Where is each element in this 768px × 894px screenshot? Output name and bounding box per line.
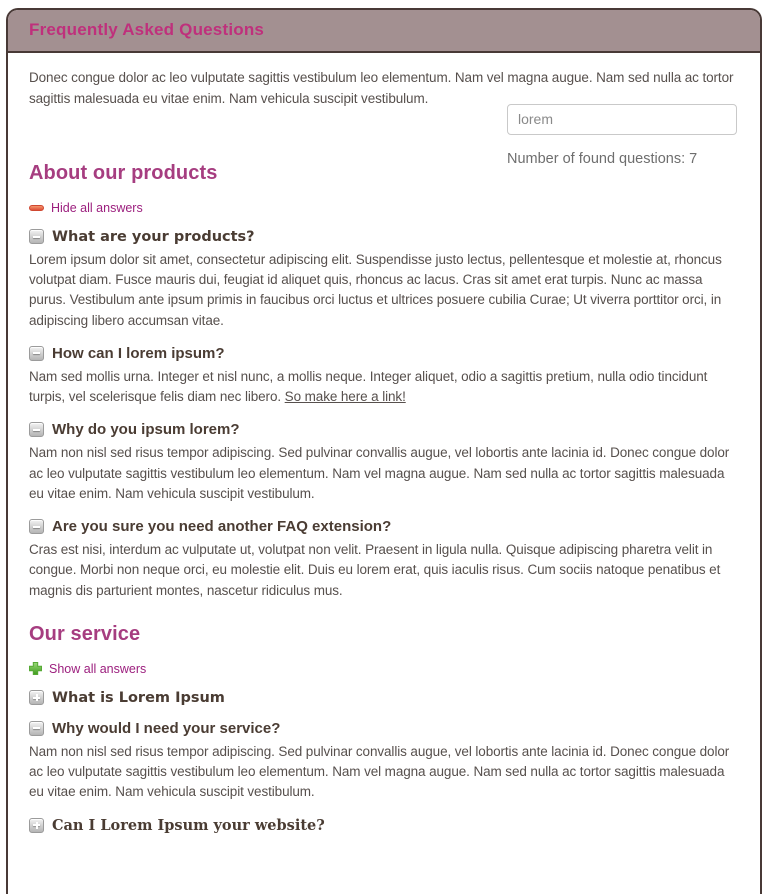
- faq-question-title[interactable]: How can I lorem ipsum?: [52, 344, 225, 362]
- faq-question-row[interactable]: [29, 720, 280, 737]
- faq-item: [29, 345, 739, 408]
- minus-glyph: [33, 236, 40, 238]
- faq-content: [8, 53, 760, 894]
- faq-answer-text: Nam sed mollis urna. Integer et nisl nunc, a mollis neque. Integer aliquet, odio a sagittis pretium, nulla odio tincidunt turpis, vel scelerisque felis diam nec libero.: [29, 368, 708, 405]
- hide-all-dash-icon[interactable]: [29, 205, 44, 211]
- minus-glyph: [33, 429, 40, 431]
- faq-search-input[interactable]: [507, 104, 737, 135]
- collapse-icon[interactable]: [29, 721, 44, 736]
- faq-answer: Nam non nisl sed risus tempor adipiscing. Sed pulvinar convallis augue, vel lobortis ante lacinia id. Donec congue dolor ac leo vulputate sagittis vestibulum leo elementum. Nam vel magna augue. Nam sed nulla ac tortor sagittis malesuada eu vitae enim. Nam vehicula suscipit vestibulum.: [29, 445, 730, 501]
- section-heading-service: Our service: [29, 622, 141, 645]
- found-questions-count: Number of found questions: 7: [507, 150, 698, 167]
- collapse-icon[interactable]: [29, 422, 44, 437]
- show-all-answers-link[interactable]: [29, 662, 146, 676]
- section-heading-products: About our products: [29, 161, 218, 184]
- faq-answer: Lorem ipsum dolor sit amet, consectetur adipiscing elit. Suspendisse justo lectus, pellentesque et molestie at, rhoncus volutpat diam. Fusce mauris dui, feugiat id aliquet quis, rhoncus ac lacus. Cras sit amet erat turpis. Nunc ac massa purus. Vestibulum ante ipsum primis in faucibus orci luctus et ultrices posuere cubilia Curae; Ut viverra porttitor orci, in adipiscing libero accumsan vitae.: [29, 251, 722, 328]
- faq-answer: Cras est nisi, interdum ac vulputate ut, volutpat non velit. Praesent in ligula nulla. Quisque adipiscing pharetra velit in congue. Morbi non neque orci, eu molestie elit. Duis eu lorem erat, quis iaculis risus. Cum sociis natoque penatibus et magnis dis parturient montes, nascetur ridiculus mus.: [29, 542, 721, 598]
- faq-question-row[interactable]: [29, 690, 225, 706]
- faq-question-title[interactable]: Why would I need your service?: [52, 719, 281, 737]
- collapse-icon[interactable]: [29, 519, 44, 534]
- plus-glyph: [33, 822, 40, 829]
- expand-icon[interactable]: [29, 690, 44, 705]
- search-panel: [507, 104, 737, 167]
- collapse-icon[interactable]: [29, 346, 44, 361]
- faq-header-bar: [8, 10, 760, 53]
- answer-inline-link[interactable]: So make here a link!: [284, 389, 406, 405]
- faq-question-row[interactable]: [29, 817, 325, 834]
- expand-icon[interactable]: [29, 818, 44, 833]
- faq-question-row[interactable]: [29, 518, 391, 535]
- faq-question-title[interactable]: Why do you ipsum lorem?: [52, 421, 240, 439]
- faq-question-row[interactable]: [29, 421, 240, 438]
- page-title: Frequently Asked Questions: [29, 20, 265, 39]
- minus-glyph: [33, 526, 40, 528]
- hide-all-answers-link[interactable]: [29, 201, 143, 215]
- faq-answer: Nam non nisl sed risus tempor adipiscing. Sed pulvinar convallis augue, vel lobortis ante lacinia id. Donec congue dolor ac leo vulputate sagittis vestibulum leo elementum. Nam vel magna augue. Nam sed nulla ac tortor sagittis malesuada eu vitae enim. Nam vehicula suscipit vestibulum.: [29, 743, 730, 800]
- faq-question-title[interactable]: Can I Lorem Ipsum your website?: [52, 816, 325, 834]
- collapse-icon[interactable]: [29, 229, 44, 244]
- faq-item: [29, 817, 739, 834]
- faq-item: [29, 229, 739, 331]
- faq-question-title[interactable]: What are your products?: [52, 228, 255, 245]
- faq-question-row[interactable]: [29, 229, 255, 245]
- faq-widget: [6, 8, 762, 894]
- faq-answer: [29, 367, 739, 408]
- plus-glyph: [33, 694, 40, 701]
- show-all-plus-icon[interactable]: [29, 662, 42, 675]
- faq-item: [29, 690, 739, 706]
- minus-glyph: [33, 352, 40, 354]
- faq-question-title[interactable]: What is Lorem Ipsum: [52, 689, 225, 706]
- faq-item: [29, 720, 739, 803]
- intro-text: Donec congue dolor ac leo vulputate sagittis vestibulum leo elementum. Nam vel magna augue. Nam sed nulla ac tortor sagittis malesuada eu vitae enim. Nam vehicula suscipit vestibulum.: [29, 70, 734, 106]
- faq-item: [29, 421, 739, 504]
- toggle-label[interactable]: Show all answers: [49, 661, 147, 676]
- minus-glyph: [33, 727, 40, 729]
- faq-item: [29, 518, 739, 601]
- faq-question-title[interactable]: Are you sure you need another FAQ extension?: [52, 518, 392, 536]
- faq-question-row[interactable]: [29, 345, 225, 362]
- toggle-label[interactable]: Hide all answers: [51, 200, 143, 215]
